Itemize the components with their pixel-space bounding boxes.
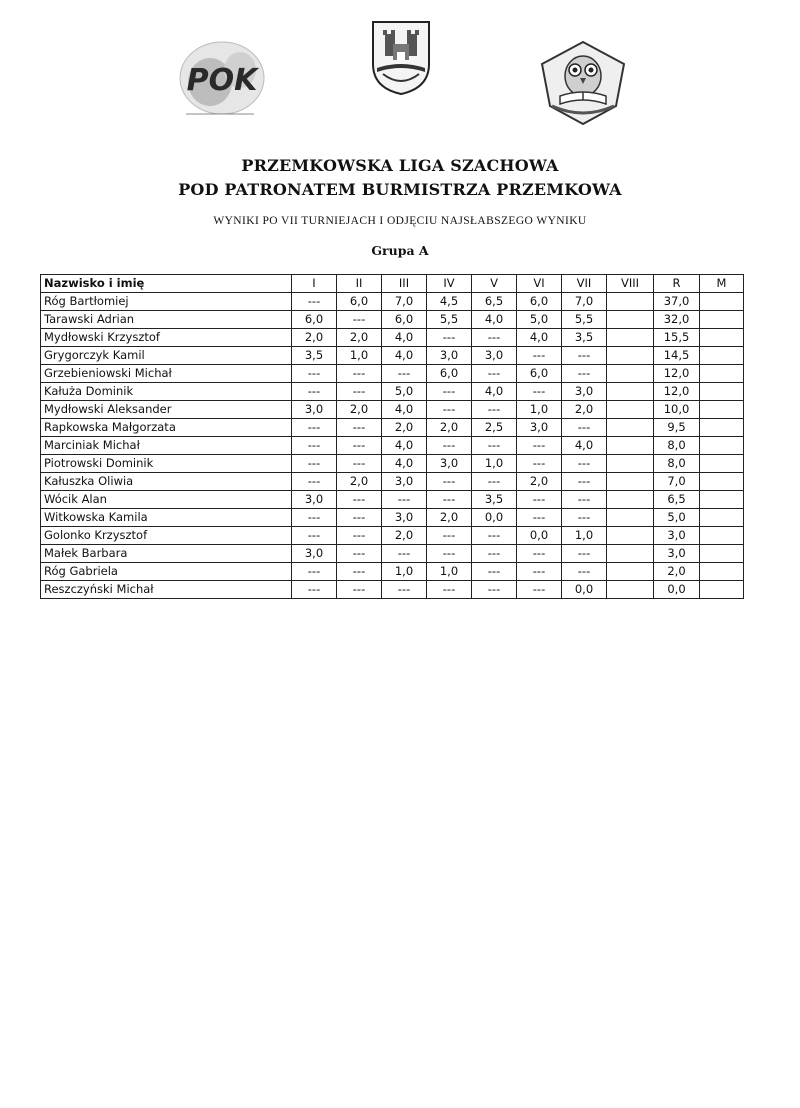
score-cell (607, 563, 654, 581)
column-header-name: Nazwisko i imię (41, 275, 292, 293)
score-cell: 6,0 (427, 365, 472, 383)
score-cell: 3,0 (382, 473, 427, 491)
column-header-1: I (292, 275, 337, 293)
score-cell: --- (337, 437, 382, 455)
table-row (41, 329, 744, 347)
score-cell: 1,0 (517, 401, 562, 419)
score-cell (700, 437, 744, 455)
score-cell: --- (337, 509, 382, 527)
score-cell (700, 563, 744, 581)
score-cell: 3,0 (427, 347, 472, 365)
score-cell: 2,5 (472, 419, 517, 437)
score-cell: --- (472, 527, 517, 545)
score-cell: 2,0 (517, 473, 562, 491)
player-name-cell: Małek Barbara (41, 545, 292, 563)
score-cell: --- (337, 419, 382, 437)
table-row (41, 455, 744, 473)
score-cell: --- (472, 581, 517, 599)
score-cell (607, 455, 654, 473)
score-cell: 2,0 (337, 329, 382, 347)
score-cell (700, 419, 744, 437)
score-cell: 0,0 (517, 527, 562, 545)
score-cell: 5,5 (427, 311, 472, 329)
score-cell: --- (517, 509, 562, 527)
score-cell (700, 347, 744, 365)
score-cell (607, 365, 654, 383)
score-cell: 1,0 (472, 455, 517, 473)
score-cell: --- (292, 527, 337, 545)
score-cell: 3,0 (292, 491, 337, 509)
score-cell: 5,0 (654, 509, 700, 527)
score-cell (607, 509, 654, 527)
score-cell: 4,0 (472, 311, 517, 329)
score-cell: --- (337, 311, 382, 329)
score-cell: --- (472, 563, 517, 581)
score-cell: 3,0 (562, 383, 607, 401)
score-cell: 6,0 (517, 293, 562, 311)
score-cell: 7,0 (382, 293, 427, 311)
score-cell: --- (517, 455, 562, 473)
score-cell: 3,0 (654, 527, 700, 545)
score-cell: 2,0 (427, 509, 472, 527)
table-row (41, 545, 744, 563)
score-cell (700, 293, 744, 311)
score-cell: --- (427, 527, 472, 545)
score-cell: 6,5 (654, 491, 700, 509)
score-cell: --- (562, 473, 607, 491)
score-cell (607, 473, 654, 491)
score-cell: --- (562, 509, 607, 527)
score-cell: --- (562, 419, 607, 437)
score-cell: 4,0 (382, 347, 427, 365)
player-name-cell: Kałuża Dominik (41, 383, 292, 401)
score-cell: --- (337, 455, 382, 473)
score-cell: 6,0 (292, 311, 337, 329)
score-cell: 2,0 (382, 419, 427, 437)
table-row (41, 365, 744, 383)
score-cell: --- (517, 383, 562, 401)
score-cell (700, 365, 744, 383)
score-cell (607, 527, 654, 545)
column-header-5: V (472, 275, 517, 293)
score-cell: 4,0 (382, 401, 427, 419)
score-cell: 4,0 (517, 329, 562, 347)
score-cell: --- (517, 545, 562, 563)
player-name-cell: Witkowska Kamila (41, 509, 292, 527)
league-subtitle-patronage: POD PATRONATEM BURMISTRZA PRZEMKOWA (178, 180, 622, 199)
score-cell: 5,5 (562, 311, 607, 329)
score-cell: --- (292, 383, 337, 401)
score-cell: 7,0 (654, 473, 700, 491)
score-cell: --- (562, 365, 607, 383)
table-row (41, 581, 744, 599)
score-cell (607, 419, 654, 437)
score-cell: 14,5 (654, 347, 700, 365)
score-cell: --- (472, 437, 517, 455)
score-cell: --- (337, 563, 382, 581)
table-header-row (41, 275, 744, 293)
score-cell: 0,0 (654, 581, 700, 599)
table-row (41, 491, 744, 509)
player-name-cell: Róg Gabriela (41, 563, 292, 581)
score-cell: 9,5 (654, 419, 700, 437)
score-cell: --- (382, 581, 427, 599)
table-row (41, 563, 744, 581)
table-row (41, 437, 744, 455)
table-row (41, 383, 744, 401)
score-cell: --- (472, 365, 517, 383)
score-cell: --- (562, 347, 607, 365)
svg-text:POK: POK (186, 63, 258, 98)
score-cell: 2,0 (292, 329, 337, 347)
score-cell: --- (472, 329, 517, 347)
score-cell: --- (427, 437, 472, 455)
score-cell (607, 437, 654, 455)
score-cell: 6,5 (472, 293, 517, 311)
score-cell: 3,5 (562, 329, 607, 347)
score-cell: --- (427, 581, 472, 599)
score-cell: 2,0 (427, 419, 472, 437)
score-cell: 3,0 (292, 545, 337, 563)
score-cell (700, 329, 744, 347)
score-cell: 6,0 (382, 311, 427, 329)
player-name-cell: Kałuszka Oliwia (41, 473, 292, 491)
league-title: PRZEMKOWSKA LIGA SZACHOWA (241, 156, 559, 175)
score-cell: --- (382, 365, 427, 383)
score-cell: --- (517, 581, 562, 599)
score-cell: 1,0 (337, 347, 382, 365)
pok-logo (176, 38, 268, 122)
score-cell: 3,5 (292, 347, 337, 365)
score-cell: 12,0 (654, 365, 700, 383)
score-cell: 5,0 (517, 311, 562, 329)
score-cell: 5,0 (382, 383, 427, 401)
score-cell: --- (337, 527, 382, 545)
table-body (41, 293, 744, 599)
score-cell (607, 293, 654, 311)
score-cell: 4,0 (472, 383, 517, 401)
score-cell: --- (292, 455, 337, 473)
player-name-cell: Marciniak Michał (41, 437, 292, 455)
player-name-cell: Mydłowski Krzysztof (41, 329, 292, 347)
score-cell: --- (562, 455, 607, 473)
score-cell: 6,0 (517, 365, 562, 383)
score-cell: 3,0 (427, 455, 472, 473)
score-cell: 10,0 (654, 401, 700, 419)
score-cell: 0,0 (562, 581, 607, 599)
score-cell: --- (562, 491, 607, 509)
score-cell: 15,5 (654, 329, 700, 347)
score-cell (700, 455, 744, 473)
score-cell: 4,0 (382, 329, 427, 347)
score-cell: --- (292, 293, 337, 311)
score-cell: --- (562, 545, 607, 563)
score-cell: --- (382, 491, 427, 509)
score-cell (607, 329, 654, 347)
score-cell: 2,0 (382, 527, 427, 545)
score-cell (700, 401, 744, 419)
score-cell: 0,0 (472, 509, 517, 527)
score-cell (700, 509, 744, 527)
score-cell: --- (562, 563, 607, 581)
score-cell: --- (337, 383, 382, 401)
player-name-cell: Piotrowski Dominik (41, 455, 292, 473)
score-cell (607, 311, 654, 329)
score-cell: --- (427, 473, 472, 491)
score-cell: --- (292, 365, 337, 383)
results-description: WYNIKI PO VII TURNIEJACH I ODJĘCIU NAJSŁABSZEGO WYNIKU (213, 215, 587, 227)
score-cell: 3,0 (517, 419, 562, 437)
score-cell: --- (292, 563, 337, 581)
table-row (41, 347, 744, 365)
score-cell: --- (517, 491, 562, 509)
player-name-cell: Róg Bartłomiej (41, 293, 292, 311)
column-header-8: VIII (607, 275, 654, 293)
score-cell: --- (292, 509, 337, 527)
table-row (41, 401, 744, 419)
column-header-2: II (337, 275, 382, 293)
score-cell: 1,0 (382, 563, 427, 581)
score-cell: 2,0 (337, 401, 382, 419)
column-header-7: VII (562, 275, 607, 293)
score-cell (700, 311, 744, 329)
score-cell: --- (472, 545, 517, 563)
player-name-cell: Rapkowska Małgorzata (41, 419, 292, 437)
score-cell: 1,0 (562, 527, 607, 545)
score-cell: --- (337, 581, 382, 599)
score-cell: --- (427, 383, 472, 401)
score-cell: 3,0 (292, 401, 337, 419)
score-cell (700, 545, 744, 563)
column-header-6: VI (517, 275, 562, 293)
score-cell: --- (472, 473, 517, 491)
score-cell: --- (292, 437, 337, 455)
player-name-cell: Mydłowski Aleksander (41, 401, 292, 419)
score-cell: 6,0 (337, 293, 382, 311)
score-cell (607, 545, 654, 563)
table-row (41, 527, 744, 545)
score-cell: 2,0 (654, 563, 700, 581)
score-cell: --- (382, 545, 427, 563)
column-header-9: R (654, 275, 700, 293)
player-name-cell: Wócik Alan (41, 491, 292, 509)
score-cell: 12,0 (654, 383, 700, 401)
score-cell (700, 491, 744, 509)
score-cell: 32,0 (654, 311, 700, 329)
score-cell: 8,0 (654, 437, 700, 455)
score-cell: 8,0 (654, 455, 700, 473)
player-name-cell: Grzebieniowski Michał (41, 365, 292, 383)
score-cell: --- (337, 545, 382, 563)
table-row (41, 473, 744, 491)
score-cell: --- (337, 365, 382, 383)
score-cell (607, 401, 654, 419)
score-cell: 37,0 (654, 293, 700, 311)
column-header-4: IV (427, 275, 472, 293)
player-name-cell: Golonko Krzysztof (41, 527, 292, 545)
score-cell: --- (427, 545, 472, 563)
score-cell: 4,0 (382, 437, 427, 455)
score-cell (607, 491, 654, 509)
score-cell (700, 473, 744, 491)
score-cell: --- (427, 329, 472, 347)
score-cell (700, 581, 744, 599)
score-cell: 3,0 (654, 545, 700, 563)
score-cell: --- (472, 401, 517, 419)
score-cell: 1,0 (427, 563, 472, 581)
score-cell: 4,0 (562, 437, 607, 455)
score-cell: --- (517, 563, 562, 581)
score-cell: --- (427, 401, 472, 419)
player-name-cell: Tarawski Adrian (41, 311, 292, 329)
score-cell: 3,0 (472, 347, 517, 365)
owl-school-logo (538, 40, 628, 126)
score-cell: --- (292, 473, 337, 491)
score-cell: 4,0 (382, 455, 427, 473)
score-cell (607, 383, 654, 401)
column-header-10: M (700, 275, 744, 293)
score-cell: --- (517, 347, 562, 365)
score-cell: --- (517, 437, 562, 455)
results-table (40, 274, 744, 599)
score-cell: --- (337, 491, 382, 509)
table-row (41, 311, 744, 329)
score-cell (700, 527, 744, 545)
score-cell: --- (427, 491, 472, 509)
score-cell (607, 347, 654, 365)
table-row (41, 293, 744, 311)
score-cell (700, 383, 744, 401)
score-cell: 2,0 (562, 401, 607, 419)
score-cell: 4,5 (427, 293, 472, 311)
table-row (41, 419, 744, 437)
score-cell: 2,0 (337, 473, 382, 491)
score-cell: 7,0 (562, 293, 607, 311)
column-header-3: III (382, 275, 427, 293)
score-cell: --- (292, 581, 337, 599)
town-crest-logo (369, 18, 433, 96)
group-heading: Grupa A (371, 243, 429, 258)
score-cell: 3,0 (382, 509, 427, 527)
score-cell: 3,5 (472, 491, 517, 509)
score-cell (607, 581, 654, 599)
table-row (41, 509, 744, 527)
player-name-cell: Reszczyński Michał (41, 581, 292, 599)
score-cell: --- (292, 419, 337, 437)
player-name-cell: Grygorczyk Kamil (41, 347, 292, 365)
